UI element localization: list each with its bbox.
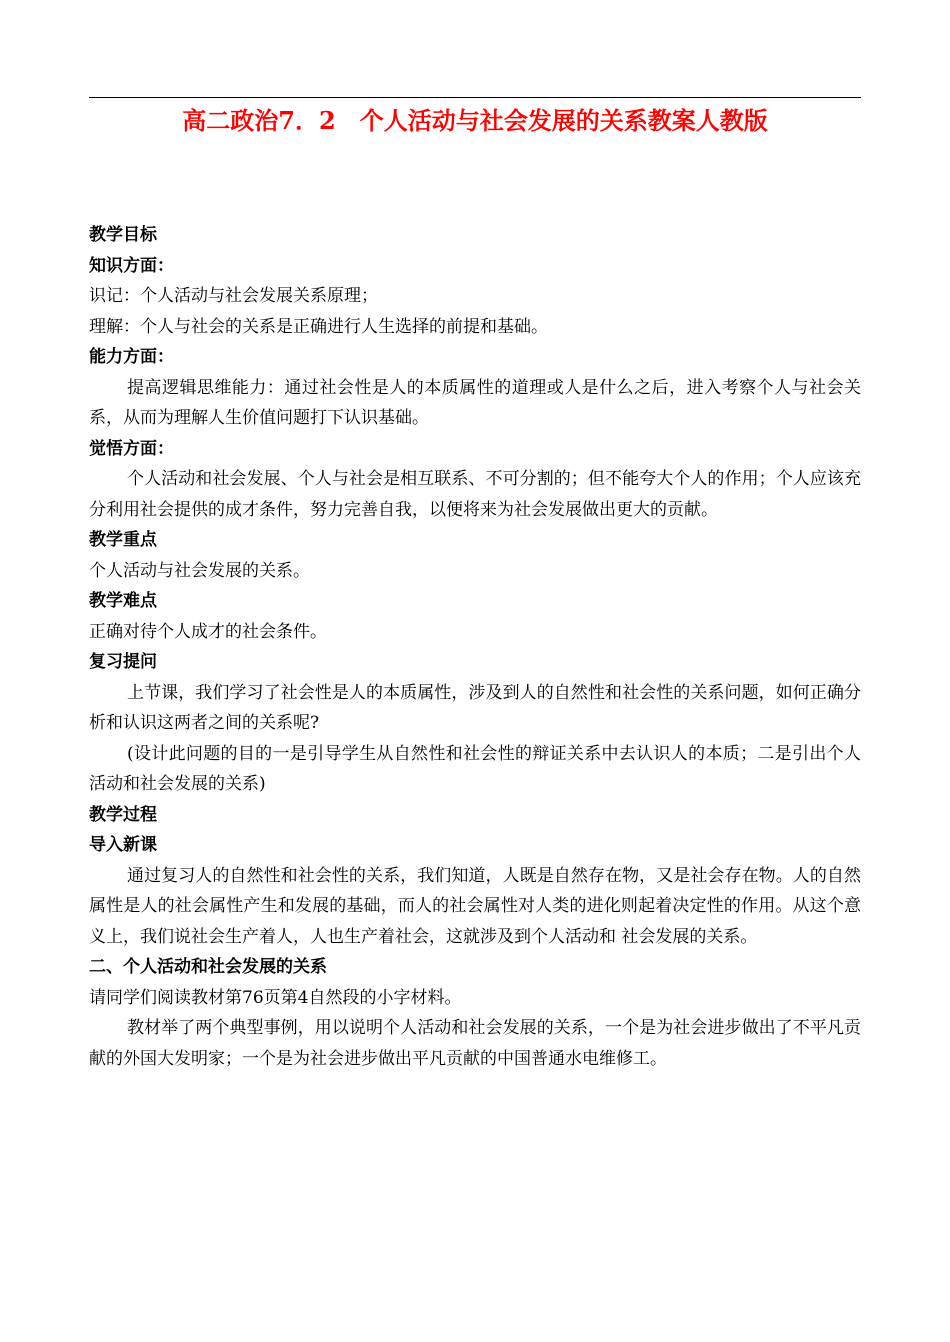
heading-awareness: 觉悟方面： (89, 438, 174, 459)
difficulty-text: 正确对待个人成才的社会条件。 (89, 621, 327, 642)
key-point-text: 个人活动与社会发展的关系。 (89, 560, 310, 581)
recall-text: 识记：个人活动与社会发展关系原理； (89, 286, 378, 306)
heading-intro: 导入新课 (89, 835, 157, 855)
heading-part2: 二、个人活动和社会发展的关系 (89, 957, 327, 977)
understand-text: 理解：个人与社会的关系是正确进行人生选择的前提和基础。 (89, 316, 548, 337)
heading-teaching-goals: 教学目标 (89, 225, 157, 245)
heading-knowledge: 知识方面： (89, 255, 174, 276)
document-body (89, 220, 861, 1074)
intro-paragraph: 通过复习人的自然性和社会性的关系，我们知道，人既是自然存在物，又是社会存在物。人的自然属性是人的社会属性产生和发展的基础，而人的社会属性对人类的进化则起着决定性的作用。从这个意义上，我们说社会生产着人，人也生产着社会，这就涉及到个人活动和 社会发展的关系。 (89, 865, 861, 947)
header-rule (89, 97, 861, 98)
awareness-paragraph: 个人活动和社会发展、个人与社会是相互联系、不可分割的；但不能夸大个人的作用；个人应该充分利用社会提供的成才条件，努力完善自我，以便将来为社会发展做出更大的贡献。 (89, 469, 861, 520)
heading-key-point: 教学重点 (89, 530, 157, 550)
heading-difficulty: 教学难点 (89, 591, 157, 611)
document-title: 高二政治7．2 个人活动与社会发展的关系教案人教版 (182, 106, 768, 135)
part2-paragraph: 教材举了两个典型事例，用以说明个人活动和社会发展的关系，一个是为社会进步做出了不平凡贡献的外国大发明家；一个是为社会进步做出平凡贡献的中国普通水电维修工。 (89, 1018, 861, 1069)
heading-process: 教学过程 (89, 804, 157, 825)
ability-paragraph: 提高逻辑思维能力：通过社会性是人的本质属性的道理或人是什么之后，进入考察个人与社会关系，从而为理解人生价值问题打下认识基础。 (89, 377, 861, 428)
heading-ability: 能力方面： (89, 347, 174, 367)
heading-review: 复习提问 (89, 652, 157, 672)
review-note-paragraph: (设计此问题的目的一是引导学生从自然性和社会性的辩证关系中去认识人的本质；二是引出个人活动和社会发展的关系) (89, 743, 861, 794)
review-paragraph: 上节课，我们学习了社会性是人的本质属性，涉及到人的自然性和社会性的关系问题，如何正确分析和认识这两者之间的关系呢? (89, 682, 861, 733)
part2-read-text: 请同学们阅读教材第76页第4自然段的小字材料。 (89, 987, 462, 1008)
